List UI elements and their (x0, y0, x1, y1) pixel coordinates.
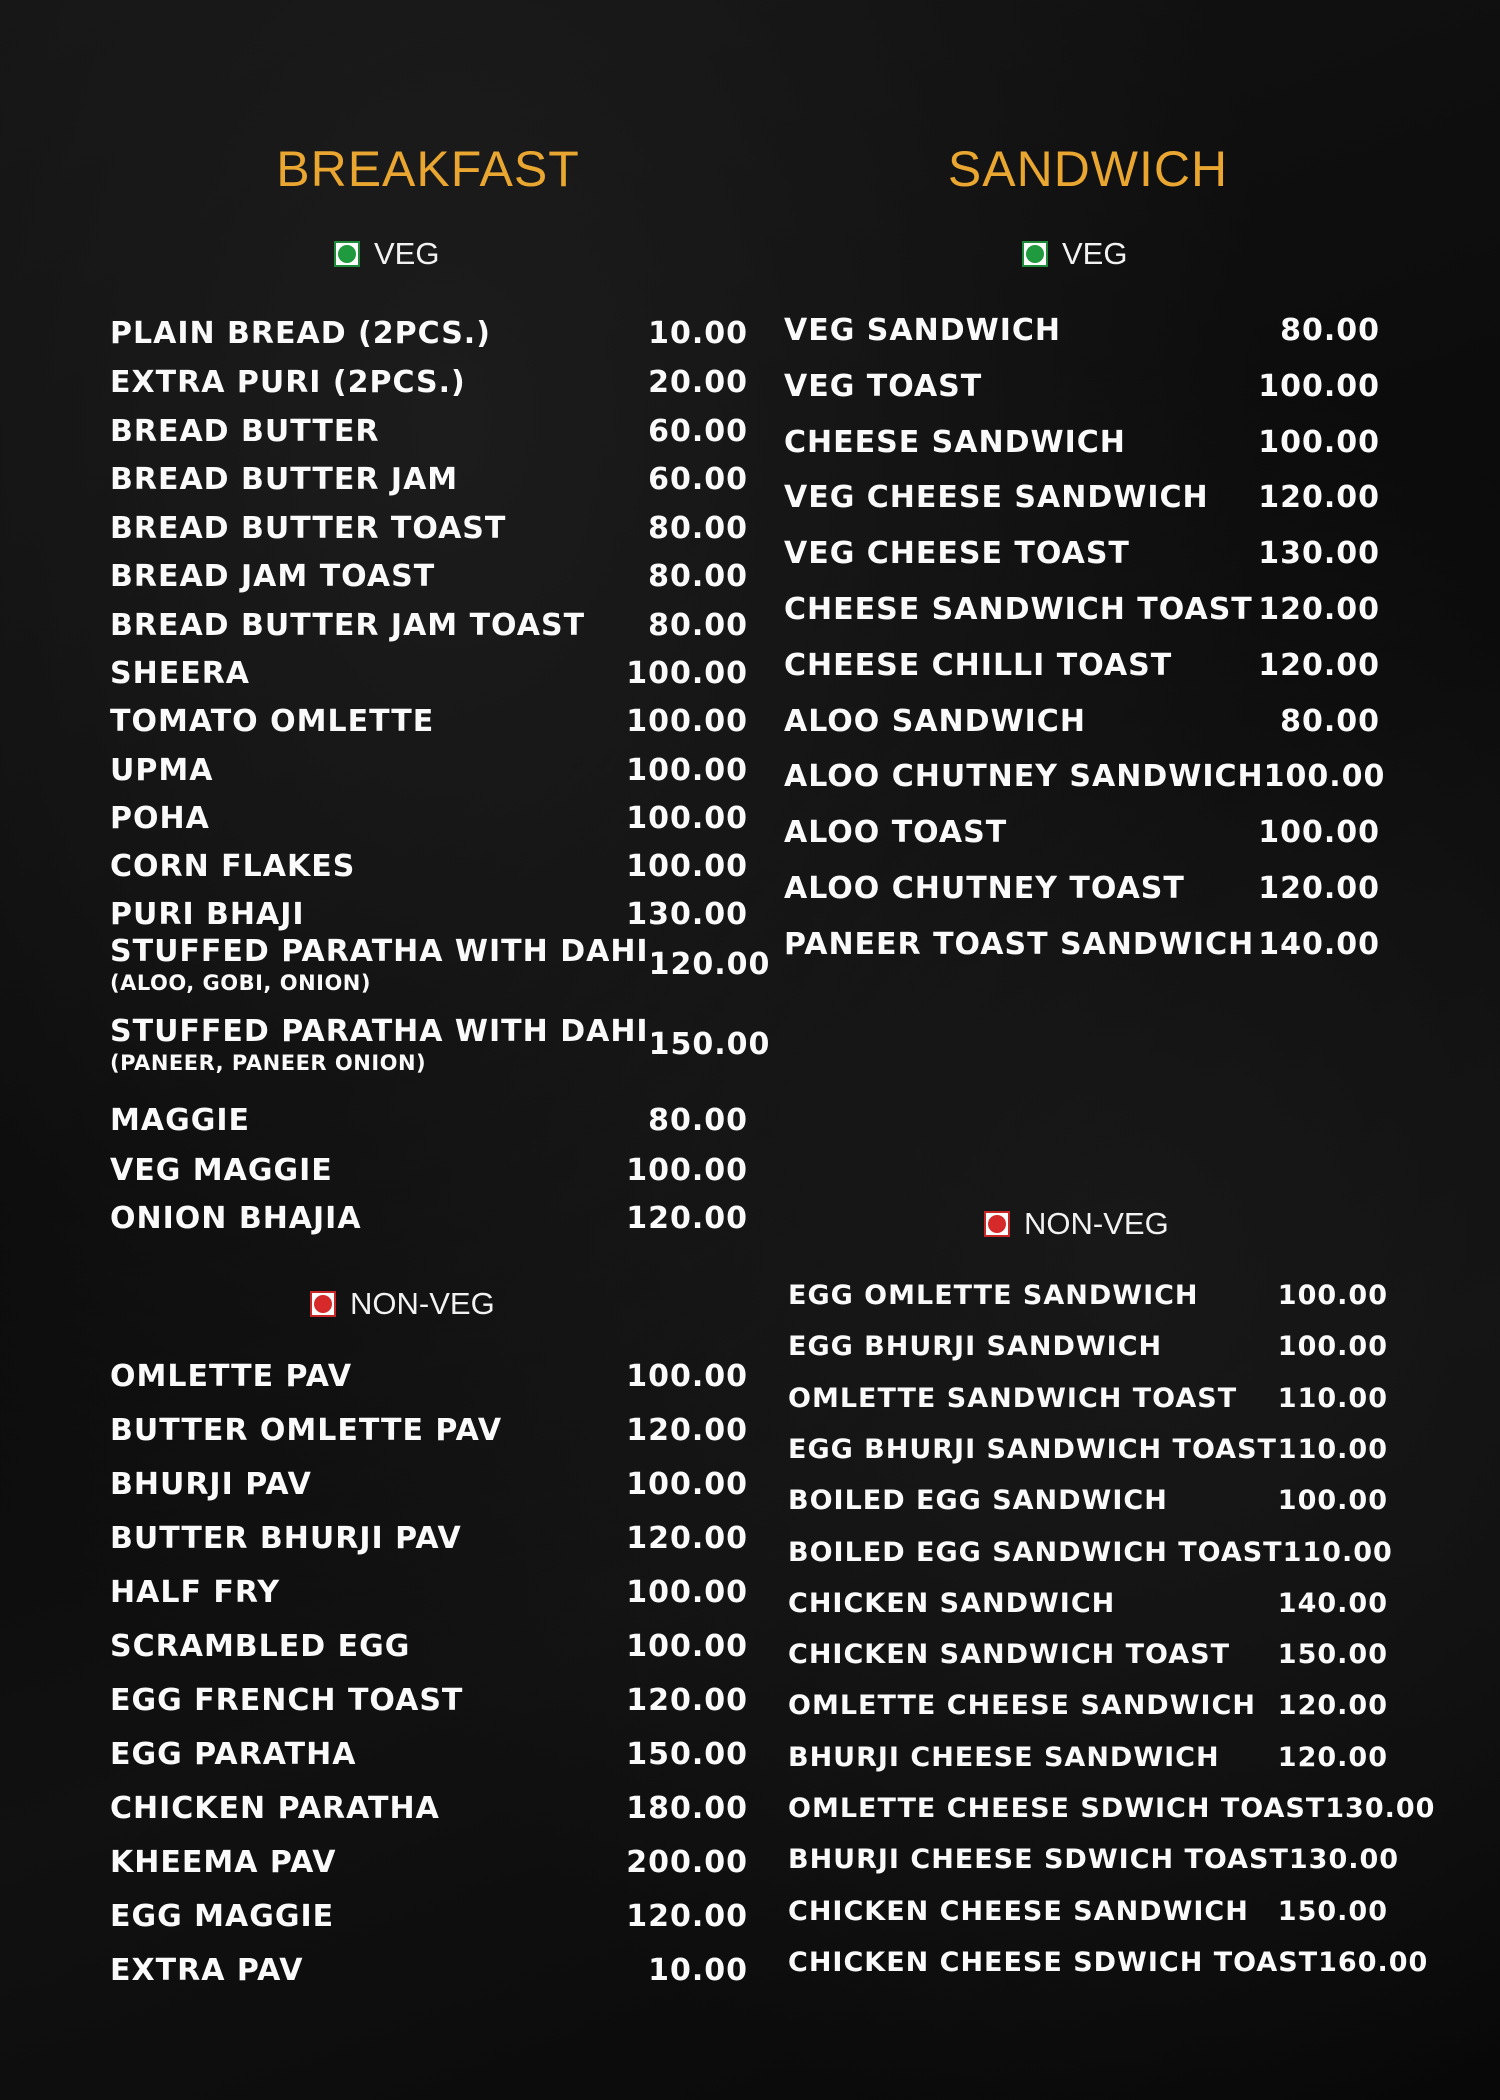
menu-item (110, 897, 748, 932)
menu-item-name-text: CHICKEN SANDWICH TOAST (788, 1639, 1231, 1671)
menu-item-name-text: CHICKEN SANDWICH (788, 1587, 1116, 1619)
menu-item (788, 1844, 1400, 1876)
menu-item-name-text: CHICKEN CHEESE SDWICH TOAST (788, 1946, 1319, 1978)
menu-item-name (784, 480, 1209, 515)
menu-item-name (788, 1280, 1199, 1311)
menu-item-note: (ALOO, GOBI, ONION) (110, 971, 371, 995)
menu-item-name (788, 1434, 1277, 1465)
menu-item-price: 100.00 (626, 753, 748, 788)
menu-item-name (788, 1537, 1283, 1568)
menu-item-name (110, 753, 213, 788)
menu-item-price: 20.00 (648, 365, 748, 400)
breakfast-nonveg-tag (310, 1286, 495, 1322)
menu-item-name-text: STUFFED PARATHA WITH DAHI (110, 934, 649, 969)
menu-item-name (788, 1588, 1115, 1619)
menu-item-name (784, 704, 1086, 739)
menu-item-name-text: VEG CHEESE TOAST (784, 536, 1130, 572)
sandwich-veg-label: VEG (1062, 236, 1128, 271)
menu-item (110, 1201, 748, 1236)
menu-item-name (784, 313, 1061, 348)
menu-item-price: 110.00 (1277, 1433, 1388, 1465)
menu-item-name-text: EGG MAGGIE (110, 1899, 335, 1934)
menu-item-name-text: OMLETTE PAV (110, 1359, 353, 1394)
menu-item-name-text: VEG CHEESE SANDWICH (784, 480, 1209, 516)
menu-item (110, 462, 748, 497)
menu-item-price: 150.00 (1277, 1895, 1388, 1927)
sandwich-title: SANDWICH (947, 141, 1229, 197)
menu-item-name (110, 1521, 462, 1556)
menu-item (784, 704, 1380, 739)
menu-item (784, 592, 1380, 627)
menu-item-name (110, 1737, 356, 1772)
menu-item-name (110, 1575, 280, 1610)
menu-item-price: 130.00 (626, 897, 748, 932)
menu-item-name (110, 414, 379, 449)
menu-item (110, 1014, 771, 1075)
menu-item-price: 80.00 (648, 1103, 748, 1138)
sandwich-veg-tag (1022, 236, 1127, 272)
menu-item-name (784, 536, 1130, 571)
menu-item (110, 1359, 748, 1394)
menu-item-name (110, 316, 491, 351)
menu-item-name-text: KHEEMA PAV (110, 1845, 337, 1880)
menu-item-price: 120.00 (648, 947, 771, 982)
menu-item (110, 656, 748, 691)
menu-item-name (784, 648, 1172, 683)
menu-item-name-text: BUTTER BHURJI PAV (110, 1521, 462, 1556)
menu-item (784, 480, 1380, 515)
menu-item-price: 100.00 (626, 1153, 748, 1188)
menu-item-name (788, 1793, 1325, 1824)
menu-item (784, 369, 1380, 404)
menu-item-name-text: OMLETTE SANDWICH TOAST (788, 1382, 1238, 1414)
menu-item (784, 815, 1380, 850)
menu-item-name (784, 425, 1126, 460)
menu-item-name-text: BREAD BUTTER JAM (110, 462, 459, 497)
menu-item-price: 100.00 (626, 1467, 748, 1502)
menu-item-name (110, 1683, 463, 1718)
menu-item-price: 150.00 (1277, 1639, 1388, 1671)
menu-item (788, 1280, 1388, 1311)
menu-item (110, 1521, 748, 1556)
menu-item-name (110, 934, 649, 995)
menu-item-name (788, 1485, 1168, 1516)
menu-item-name-text: SHEERA (110, 656, 251, 691)
menu-item-price: 100.00 (626, 849, 748, 884)
menu-item-name (784, 815, 1007, 850)
menu-item-name-text: HALF FRY (110, 1575, 281, 1610)
menu-item-name-text: BOILED EGG SANDWICH TOAST (788, 1536, 1283, 1568)
menu-item (110, 934, 771, 995)
menu-item-price: 140.00 (1258, 926, 1380, 962)
breakfast-veg-tag (334, 236, 439, 272)
menu-item-price: 130.00 (1288, 1844, 1400, 1876)
menu-item-name-text: PLAIN BREAD (2PCS.) (110, 316, 491, 351)
menu-item-name (110, 704, 434, 739)
menu-item-price: 120.00 (1277, 1690, 1388, 1722)
menu-item-price: 10.00 (648, 316, 748, 351)
breakfast-nonveg-label: NON-VEG (350, 1286, 495, 1321)
sandwich-nonveg-tag (984, 1206, 1169, 1242)
menu-item (788, 1896, 1388, 1927)
menu-item-name (110, 1899, 334, 1934)
menu-item (110, 559, 748, 594)
menu-item-price: 100.00 (1258, 424, 1380, 460)
menu-item-price: 120.00 (626, 1899, 748, 1934)
menu-item-name-text: CHEESE SANDWICH TOAST (784, 592, 1253, 627)
menu-item-name (110, 849, 355, 884)
menu-item-name (788, 1690, 1256, 1721)
menu-item-name (110, 1791, 440, 1826)
menu-item (110, 316, 748, 351)
menu-item-name (110, 1153, 333, 1188)
veg-mark-icon (1022, 241, 1048, 267)
menu-item-name (110, 1953, 303, 1988)
menu-item-price: 100.00 (626, 801, 748, 836)
menu-item (784, 536, 1380, 571)
menu-item (110, 511, 748, 546)
menu-item (788, 1588, 1388, 1619)
menu-item-name-text: EXTRA PAV (110, 1953, 304, 1988)
menu-item (788, 1946, 1429, 1978)
menu-item (110, 1413, 748, 1448)
menu-item-name-text: EGG PARATHA (110, 1737, 357, 1772)
menu-item-name (110, 462, 458, 497)
menu-item-price: 130.00 (1258, 536, 1380, 572)
menu-item-name-text: CHEESE SANDWICH (784, 424, 1126, 460)
menu-item-name (110, 801, 210, 836)
menu-item-price: 120.00 (626, 1683, 748, 1718)
menu-item-name-text: EXTRA PURI (2PCS.) (110, 365, 466, 400)
menu-item-name (110, 1103, 250, 1138)
menu-item (784, 313, 1380, 348)
menu-item-name-text: BOILED EGG SANDWICH (788, 1485, 1168, 1517)
menu-item-name (784, 759, 1264, 794)
menu-item-price: 80.00 (648, 608, 748, 643)
menu-item (788, 1331, 1388, 1362)
menu-item-name-text: BREAD BUTTER (110, 414, 380, 449)
menu-item-price: 60.00 (648, 414, 748, 449)
menu-item (788, 1383, 1388, 1414)
menu-item-price: 140.00 (1277, 1587, 1388, 1619)
menu-item-name (788, 1639, 1230, 1670)
menu-item-price: 120.00 (1258, 480, 1380, 516)
menu-item-price: 150.00 (648, 1027, 771, 1062)
menu-item-name-text: VEG TOAST (784, 368, 983, 404)
menu-item-name (110, 559, 435, 594)
menu-item (110, 753, 748, 788)
menu-item-name-text: TOMATO OMLETTE (110, 704, 435, 739)
menu-item-name-text: BREAD BUTTER JAM TOAST (110, 608, 586, 643)
menu-item-price: 120.00 (626, 1201, 748, 1236)
menu-item (110, 1153, 748, 1188)
menu-item-name-text: BHURJI PAV (110, 1467, 312, 1502)
menu-item-price: 80.00 (1280, 703, 1380, 739)
menu-item-name (110, 1201, 362, 1236)
menu-item (110, 1791, 748, 1826)
menu-item-price: 120.00 (626, 1521, 748, 1556)
menu-item-price: 10.00 (648, 1953, 748, 1988)
menu-item-price: 100.00 (626, 1575, 748, 1610)
menu-item (110, 1845, 748, 1880)
menu-item-name-text: ALOO TOAST (784, 815, 1008, 851)
menu-item-price: 100.00 (626, 1359, 748, 1394)
menu-item-name-text: EGG OMLETTE SANDWICH (788, 1280, 1199, 1311)
menu-item-name-text: BHURJI CHEESE SANDWICH (788, 1741, 1220, 1773)
menu-item-price: 120.00 (626, 1413, 748, 1448)
menu-item-name (110, 656, 250, 691)
menu-item-price: 80.00 (648, 559, 748, 594)
breakfast-title: BREAKFAST (276, 141, 580, 197)
menu-item-name (784, 927, 1254, 962)
menu-item-name-text: SCRAMBLED EGG (110, 1629, 411, 1664)
menu-item-price: 120.00 (1258, 592, 1380, 627)
menu-item-price: 100.00 (1258, 815, 1380, 851)
menu-item-name-text: BHURJI CHEESE SDWICH TOAST (788, 1844, 1289, 1876)
menu-item-name-text: EGG BHURJI SANDWICH (788, 1331, 1163, 1363)
menu-item-name (788, 1896, 1249, 1927)
menu-item (110, 1103, 748, 1138)
menu-item-name-text: UPMA (110, 753, 214, 788)
veg-mark-icon (334, 241, 360, 267)
menu-item-price: 100.00 (1277, 1485, 1388, 1517)
menu-item-name (788, 1742, 1220, 1773)
menu-item-price: 120.00 (1277, 1741, 1388, 1773)
menu-item-name-text: MAGGIE (110, 1103, 250, 1138)
menu-item (110, 1899, 748, 1934)
menu-item-price: 100.00 (1263, 759, 1386, 795)
menu-item-name-text: CHEESE CHILLI TOAST (784, 647, 1173, 683)
menu-item (110, 1629, 748, 1664)
menu-item-price: 200.00 (626, 1845, 748, 1880)
menu-item (784, 648, 1380, 683)
menu-item-name-text: PANEER TOAST SANDWICH (784, 926, 1255, 962)
menu-item-price: 60.00 (648, 462, 748, 497)
menu-item-name (110, 1413, 502, 1448)
menu-item (110, 1575, 748, 1610)
menu-item-price: 80.00 (648, 511, 748, 546)
menu-item (110, 801, 748, 836)
menu-item-name-text: CORN FLAKES (110, 849, 356, 884)
menu-item (788, 1536, 1393, 1568)
menu-item-name (788, 1331, 1162, 1362)
menu-item-name-text: CHICKEN PARATHA (110, 1791, 440, 1826)
menu-item-name-text: ALOO CHUTNEY SANDWICH (784, 759, 1264, 795)
menu-item (788, 1742, 1388, 1773)
menu-item (110, 608, 748, 643)
menu-item-name (110, 608, 585, 643)
menu-item-name-text: CHICKEN CHEESE SANDWICH (788, 1895, 1249, 1927)
menu-item (110, 1467, 748, 1502)
menu-item (788, 1690, 1388, 1721)
menu-item-price: 80.00 (1280, 313, 1380, 348)
menu-item (784, 927, 1380, 962)
menu-item-name-text: EGG BHURJI SANDWICH TOAST (788, 1433, 1277, 1465)
menu-item-name (110, 365, 466, 400)
menu-item (784, 871, 1380, 906)
menu-item-name (784, 871, 1185, 906)
breakfast-veg-label: VEG (374, 236, 440, 271)
menu-item-price: 100.00 (626, 704, 748, 739)
menu-item-name-text: PURI BHAJI (110, 897, 305, 932)
menu-item (110, 704, 748, 739)
menu-item-price: 160.00 (1318, 1946, 1429, 1978)
menu-item-name-text: EGG FRENCH TOAST (110, 1683, 464, 1718)
menu-item-price: 100.00 (626, 1629, 748, 1664)
menu-item-name (784, 369, 982, 404)
menu-item (110, 1683, 748, 1718)
menu-item-price: 100.00 (1277, 1280, 1388, 1311)
menu-item-name (110, 1629, 410, 1664)
menu-item-price: 100.00 (626, 656, 748, 691)
menu-item-name-text: VEG MAGGIE (110, 1153, 333, 1188)
menu-item (110, 414, 748, 449)
menu-item-price: 100.00 (1258, 368, 1380, 404)
menu-item-name-text: BREAD JAM TOAST (110, 559, 436, 594)
menu-item-price: 150.00 (626, 1737, 748, 1772)
menu-item-name (110, 897, 305, 932)
menu-item-name (788, 1844, 1289, 1875)
nonveg-mark-icon (984, 1211, 1010, 1237)
menu-item-note: (PANEER, PANEER ONION) (110, 1051, 427, 1075)
menu-item (784, 759, 1386, 795)
menu-item-name-text: STUFFED PARATHA WITH DAHI (110, 1014, 649, 1049)
menu-item-name (784, 592, 1253, 627)
menu-item-name (110, 1359, 352, 1394)
menu-item-name-text: ONION BHAJIA (110, 1201, 362, 1236)
menu-item (110, 1737, 748, 1772)
menu-item-name-text: OMLETTE CHEESE SDWICH TOAST (788, 1793, 1326, 1824)
menu-item-price: 120.00 (1258, 871, 1380, 906)
menu-item-name-text: POHA (110, 801, 210, 836)
menu-item-price: 110.00 (1282, 1536, 1393, 1568)
menu-item-name (110, 1845, 337, 1880)
menu-item-name (110, 1014, 649, 1075)
menu-item-name-text: BUTTER OMLETTE PAV (110, 1413, 503, 1448)
menu-item (784, 425, 1380, 460)
menu-item (110, 849, 748, 884)
menu-item-name (110, 1467, 312, 1502)
menu-item-price: 130.00 (1325, 1793, 1436, 1824)
menu-item-name-text: ALOO CHUTNEY TOAST (784, 871, 1185, 906)
menu-item-price: 180.00 (626, 1791, 748, 1826)
menu-item-name (788, 1947, 1318, 1978)
menu-item (788, 1793, 1436, 1824)
sandwich-nonveg-label: NON-VEG (1024, 1206, 1169, 1241)
menu-item-name-text: VEG SANDWICH (784, 313, 1061, 348)
menu-item-name (110, 511, 506, 546)
menu-item-name-text: BREAD BUTTER TOAST (110, 511, 507, 546)
menu-item (110, 365, 748, 400)
menu-item (110, 1953, 748, 1988)
menu-item (788, 1639, 1388, 1670)
menu-item-name-text: ALOO SANDWICH (784, 703, 1086, 739)
menu-item-name-text: OMLETTE CHEESE SANDWICH (788, 1690, 1256, 1722)
menu-item-name (788, 1383, 1237, 1414)
nonveg-mark-icon (310, 1291, 336, 1317)
menu-item (788, 1485, 1388, 1516)
menu-item (788, 1434, 1388, 1465)
menu-item-price: 100.00 (1277, 1331, 1388, 1363)
menu-item-price: 110.00 (1277, 1382, 1388, 1414)
menu-item-price: 120.00 (1258, 647, 1380, 683)
